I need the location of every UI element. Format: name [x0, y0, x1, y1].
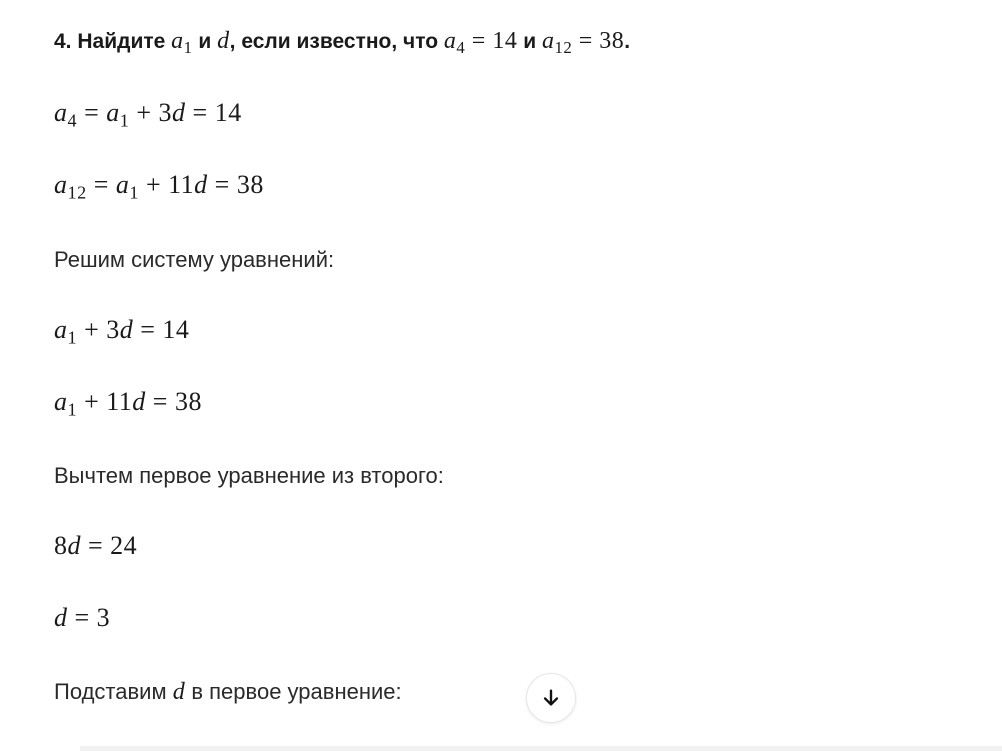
system-equation-1: $a_1 + 3d = 14$	[54, 315, 190, 348]
heading-if-known: , если известно, что	[229, 30, 439, 53]
math-a12-eq: $a_{12} = 38$	[541, 28, 625, 58]
solve-system-text: Решим систему уравнений:	[54, 247, 335, 272]
math-a4-eq: $a_4 = 14$	[443, 28, 518, 58]
equation-8d: 8d = 24	[54, 531, 138, 560]
subtract-text: Вычтем первое уравнение из второго:	[54, 463, 444, 488]
math-d: d	[217, 28, 230, 54]
heading-find: Найдите	[77, 30, 166, 53]
heading-period: .	[624, 30, 631, 53]
scroll-down-button[interactable]	[526, 673, 576, 723]
substitute-text: Подставим d в первое уравнение:	[54, 679, 402, 705]
math-d-inline: d	[172, 679, 186, 705]
bottom-divider	[80, 746, 1002, 751]
equation-a12: $a_{12} = a_1 + 11d = 38$	[54, 170, 264, 203]
equation-d: d = 3	[54, 603, 111, 632]
equation-a4: $a_4 = a_1 + 3d = 14$	[54, 98, 242, 131]
problem-number: 4.	[54, 30, 72, 53]
math-a1: $a_1$	[171, 28, 193, 58]
heading-and-2: и	[523, 30, 537, 53]
arrow-down-icon	[540, 687, 562, 709]
system-equation-2: $a_1 + 11d = 38$	[54, 387, 202, 420]
heading-and-1: и	[198, 30, 212, 53]
problem-heading	[54, 28, 631, 58]
